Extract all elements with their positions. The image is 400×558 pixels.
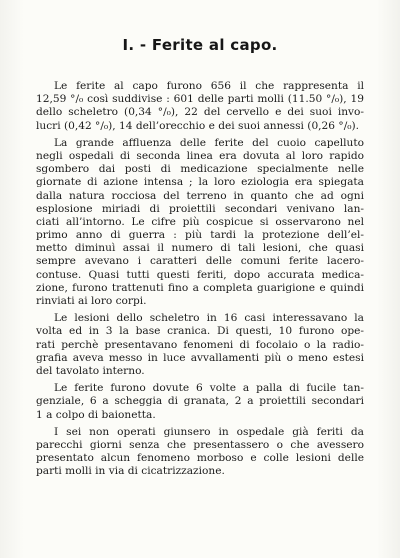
text-line: dello scheletro (0,34 °/₀), 22 del cervello e dei suoi invo- bbox=[36, 106, 364, 119]
text-line: I sei non operati giunsero in ospedale già feriti da bbox=[54, 425, 364, 438]
text-line: del tavolato interno. bbox=[36, 364, 145, 377]
text-line: dalla natura rocciosa del terreno in quanto che ad ogni bbox=[36, 189, 364, 202]
paragraph-3 bbox=[36, 312, 364, 378]
text-line: parti molli in via di cicatrizzazione. bbox=[36, 465, 225, 478]
text-line: grafia aveva messo in luce avvallamenti più o meno estesi bbox=[36, 351, 364, 364]
section-title: I. - Ferite al capo. bbox=[122, 36, 278, 54]
text-line: Le lesioni dello scheletro in 16 casi interessavano la bbox=[54, 312, 364, 325]
text-line: giornate di azione intensa ; la loro eziologia era spiegata bbox=[36, 176, 364, 189]
paragraph-2 bbox=[36, 137, 364, 308]
text-line: esplosione miriadi di proiettili secondari venivano lan- bbox=[36, 202, 364, 215]
text-line: sempre avevano i caratteri delle comuni ferite lacero- bbox=[36, 255, 364, 268]
text-line: negli ospedali di seconda linea era dovuta al loro rapido bbox=[36, 149, 364, 162]
text-line: rinviati ai loro corpi. bbox=[36, 295, 147, 307]
text-line: rati perchè presentavano fenomeni di focolaio o la radio- bbox=[36, 338, 364, 351]
text-line: 1 a colpo di baionetta. bbox=[36, 408, 156, 421]
text-line: lucri (0,42 °/₀), 14 dell’orecchio e dei suoi annessi (0,26 °/₀). bbox=[36, 119, 360, 132]
text-line: La grande affluenza delle ferite del cuoio capelluto bbox=[54, 136, 364, 149]
text-line: zione, furono trattenuti fino a completa guarigione e quindi bbox=[36, 281, 364, 294]
paragraph-1 bbox=[36, 80, 364, 133]
text-line: presentato alcun fenomeno morboso e colle lesioni delle bbox=[36, 452, 364, 465]
paragraph-4 bbox=[36, 382, 364, 422]
text-line: parecchi giorni senza che presentassero o che avessero bbox=[36, 438, 364, 451]
text-line: 12,59 °/₀ così suddivise : 601 delle parti molli (11.50 °/₀), 19 bbox=[36, 93, 364, 106]
text-line: genziale, 6 a scheggia di granata, 2 a proiettili secondari bbox=[36, 395, 364, 408]
text-line: ciati all’intorno. Le cifre più cospicue si osservarono nel bbox=[36, 215, 364, 228]
text-line: sgombero dai posti di medicazione specialmente nelle bbox=[36, 163, 364, 176]
text-line: contuse. Quasi tutti questi feriti, dopo accurata medica- bbox=[36, 268, 364, 281]
paragraph-5 bbox=[36, 426, 364, 479]
body-text bbox=[36, 80, 364, 478]
text-line: Le ferite furono dovute 6 volte a palla di fucile tan- bbox=[54, 382, 364, 395]
text-line: metto diminuì assai il numero di tali lesioni, che quasi bbox=[36, 242, 364, 255]
text-line: volta ed in 3 la base cranica. Di questi, 10 furono ope- bbox=[36, 325, 364, 338]
text-line: primo anno di guerra : più tardi la protezione dell’el- bbox=[36, 229, 364, 242]
text-line: Le ferite al capo furono 656 il che rappresenta il bbox=[54, 80, 364, 92]
